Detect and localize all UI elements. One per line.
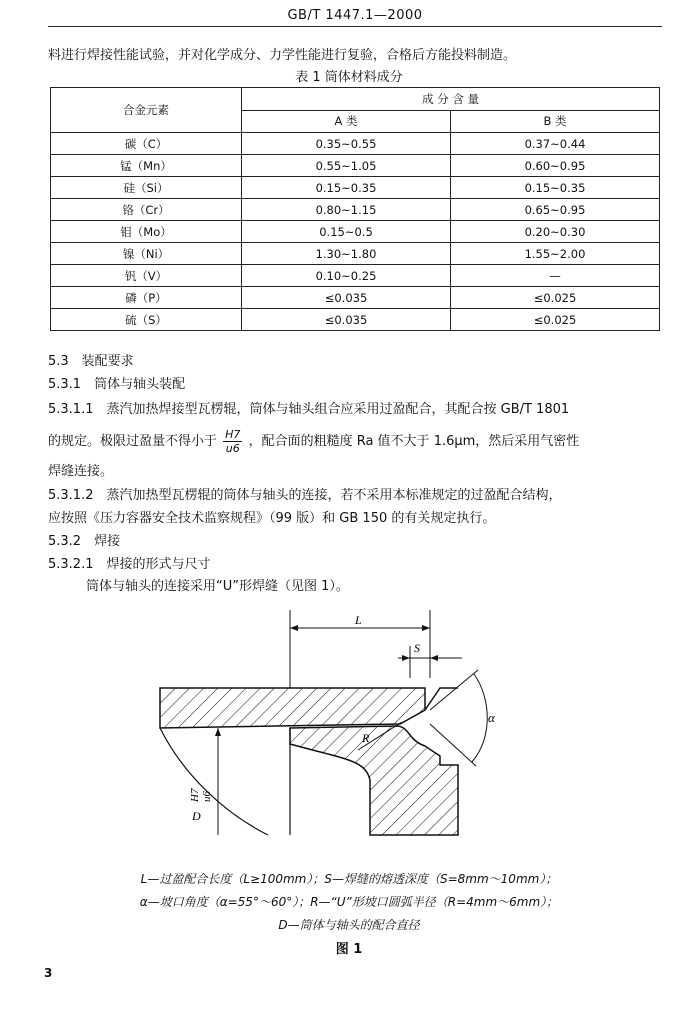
- cell-b: 0.15~0.35: [451, 177, 660, 199]
- shell-section: [160, 688, 425, 728]
- table-row: [51, 265, 660, 287]
- section-5-3-2-1-body: 筒体与轴头的连接采用“U”形焊缝（见图 1）。: [86, 579, 349, 594]
- section-5-3-2: 5.3.2 焊接: [48, 534, 121, 549]
- cell-element: 镍（Ni）: [51, 243, 242, 265]
- cell-b: 0.37~0.44: [451, 133, 660, 155]
- table-row: [51, 155, 660, 177]
- section-5-3-1-2-line2: 应按照《压力容器安全技术监察规程》（99 版）和 GB 150 的有关规定执行。: [48, 511, 496, 526]
- page-header: GB/T 1447.1—2000: [48, 8, 662, 27]
- cell-a: 1.30~1.80: [242, 243, 451, 265]
- table-row: [51, 133, 660, 155]
- section-5-3-1-2-line1: 5.3.1.2 蒸汽加热型瓦楞辊的筒体与轴头的连接，若不采用本标准规定的过盈配合结构，: [48, 488, 562, 503]
- table-row: [51, 177, 660, 199]
- cell-element: 铬（Cr）: [51, 199, 242, 221]
- table-row: [51, 309, 660, 331]
- alpha-arc: [472, 674, 487, 762]
- col-group-header: 成 分 含 量: [242, 88, 660, 111]
- table-row: [51, 243, 660, 265]
- cell-a: 0.15~0.5: [242, 221, 451, 243]
- cell-element: 碳（C）: [51, 133, 242, 155]
- label-L: L: [355, 613, 362, 627]
- figure-note-1: L—过盈配合长度（L≥100mm）；S—焊缝的熔透深度（S=8mm～10mm）；: [140, 872, 558, 886]
- cell-element: 硫（S）: [51, 309, 242, 331]
- fit-fraction: [223, 428, 242, 455]
- fraction-numerator: H7: [225, 428, 241, 441]
- cell-b: —: [451, 265, 660, 287]
- line2-text-b: ，配合面的粗糙度 Ra 值不大于 1.6μm，然后采用气密性: [248, 434, 580, 449]
- section-5-3-1-1-line2: [48, 428, 579, 455]
- cell-a: 0.35~0.55: [242, 133, 451, 155]
- section-5-3-1: 5.3.1 筒体与轴头装配: [48, 377, 186, 392]
- cell-a: ≤0.035: [242, 309, 451, 331]
- label-R: R: [362, 731, 370, 745]
- section-5-3-1-1-line3: 焊缝连接。: [48, 464, 114, 479]
- label-D: D: [192, 809, 201, 823]
- cell-a: 0.80~1.15: [242, 199, 451, 221]
- cell-element: 钒（V）: [51, 265, 242, 287]
- cell-b: 0.60~0.95: [451, 155, 660, 177]
- weld-diagram: [140, 610, 500, 850]
- cell-b: 1.55~2.00: [451, 243, 660, 265]
- roll-arc: [160, 728, 268, 835]
- cell-element: 锰（Mn）: [51, 155, 242, 177]
- cell-b: ≤0.025: [451, 287, 660, 309]
- composition-table: [50, 87, 660, 331]
- section-5-3-2-1: 5.3.2.1 焊接的形式与尺寸: [48, 557, 211, 572]
- line2-text-a: 的规定。极限过盈量不得小于: [48, 434, 218, 449]
- table-row: [51, 221, 660, 243]
- table-row: [51, 287, 660, 309]
- cell-a: 0.10~0.25: [242, 265, 451, 287]
- cell-a: ≤0.035: [242, 287, 451, 309]
- cell-a: 0.55~1.05: [242, 155, 451, 177]
- figure-note-2: α—坡口角度（α=55°～60°）；R—“U”形坡口圆弧半径（R=4mm～6mm）；: [139, 895, 559, 909]
- label-S: S: [414, 641, 420, 655]
- page-number: 3: [44, 966, 53, 980]
- col-b-header: B 类: [451, 110, 660, 133]
- table-row: [51, 199, 660, 221]
- cell-b: 0.65~0.95: [451, 199, 660, 221]
- label-alpha: α: [488, 710, 495, 725]
- figure-caption: 图 1: [335, 942, 363, 957]
- col-element-header: 合金元素: [51, 88, 242, 133]
- cell-b: ≤0.025: [451, 309, 660, 331]
- cell-a: 0.15~0.35: [242, 177, 451, 199]
- label-H7: H7: [189, 788, 201, 802]
- fraction-denominator: u6: [225, 442, 240, 455]
- cell-b: 0.20~0.30: [451, 221, 660, 243]
- axle-head-section: [290, 726, 458, 835]
- label-u6: u6: [201, 791, 213, 802]
- cell-element: 磷（P）: [51, 287, 242, 309]
- section-5-3-1-1-line1: 5.3.1.1 蒸汽加热焊接型瓦楞辊，筒体与轴头组合应采用过盈配合，其配合按 GB/T 1801: [48, 402, 570, 417]
- section-5-3: 5.3 装配要求: [48, 354, 134, 369]
- cell-element: 钼（Mo）: [51, 221, 242, 243]
- intro-line: 料进行焊接性能试验，并对化学成分、力学性能进行复验，合格后方能投料制造。: [48, 48, 517, 63]
- figure-note-3: D—筒体与轴头的配合直径: [278, 918, 420, 932]
- cell-element: 硅（Si）: [51, 177, 242, 199]
- table-caption: 表 1 筒体材料成分: [295, 70, 403, 85]
- col-a-header: A 类: [242, 110, 451, 133]
